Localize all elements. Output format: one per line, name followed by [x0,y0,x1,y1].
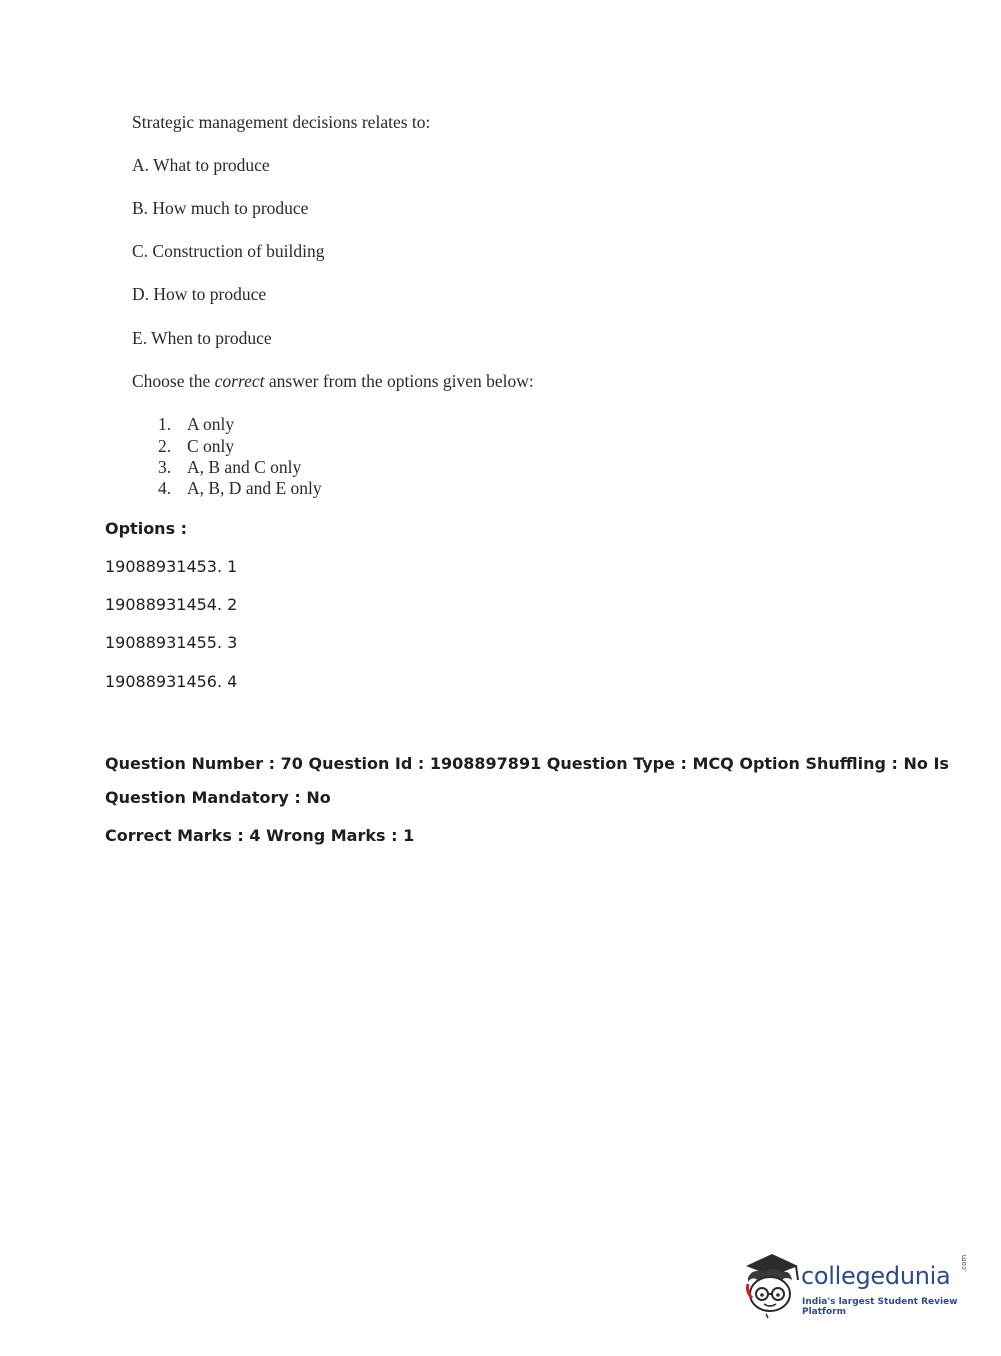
statement-b: B. How much to produce [132,198,309,218]
meta-marks: Correct Marks : 4 Wrong Marks : 1 [105,826,415,845]
option-item: 19088931453. 1 [105,557,238,576]
choice-number: 4. [158,478,172,498]
option-item: 19088931454. 2 [105,595,238,614]
instruction-text [132,371,534,392]
student-mascot-icon [738,1248,802,1320]
choice-item [158,414,234,435]
choice-number: 2. [158,436,172,456]
meta-question-info: Question Number : 70 Question Id : 1908897891 Question Type : MCQ Option Shuffling : No Is [105,754,949,773]
statement-a: A. What to produce [132,155,270,175]
choice-item [158,436,234,457]
choice-item [158,457,301,478]
collegedunia-logo [738,1248,970,1320]
statement-d: D. How to produce [132,284,267,304]
choice-text: A only [187,414,235,434]
instruction-emphasis: correct [214,371,265,391]
question-prompt: Strategic management decisions relates to: [132,112,431,132]
options-heading: Options : [105,519,188,538]
instruction-before: Choose the [132,371,215,391]
choice-number: 3. [158,457,172,477]
statement-e: E. When to produce [132,328,272,348]
brand-tagline: India's largest Student Review Platform [802,1297,958,1317]
meta-mandatory: Question Mandatory : No [105,788,331,807]
brand-dotcom: .com [960,1254,968,1272]
choice-item [158,478,322,499]
option-item: 19088931456. 4 [105,672,238,691]
choice-text: C only [187,436,235,456]
choice-text: A, B and C only [187,457,302,477]
choice-text: A, B, D and E only [187,478,322,498]
brand-name: collegedunia [801,1262,951,1290]
option-item: 19088931455. 3 [105,633,238,652]
instruction-after: answer from the options given below: [264,371,534,391]
statement-c: C. Construction of building [132,241,325,261]
choice-number: 1. [158,414,172,434]
